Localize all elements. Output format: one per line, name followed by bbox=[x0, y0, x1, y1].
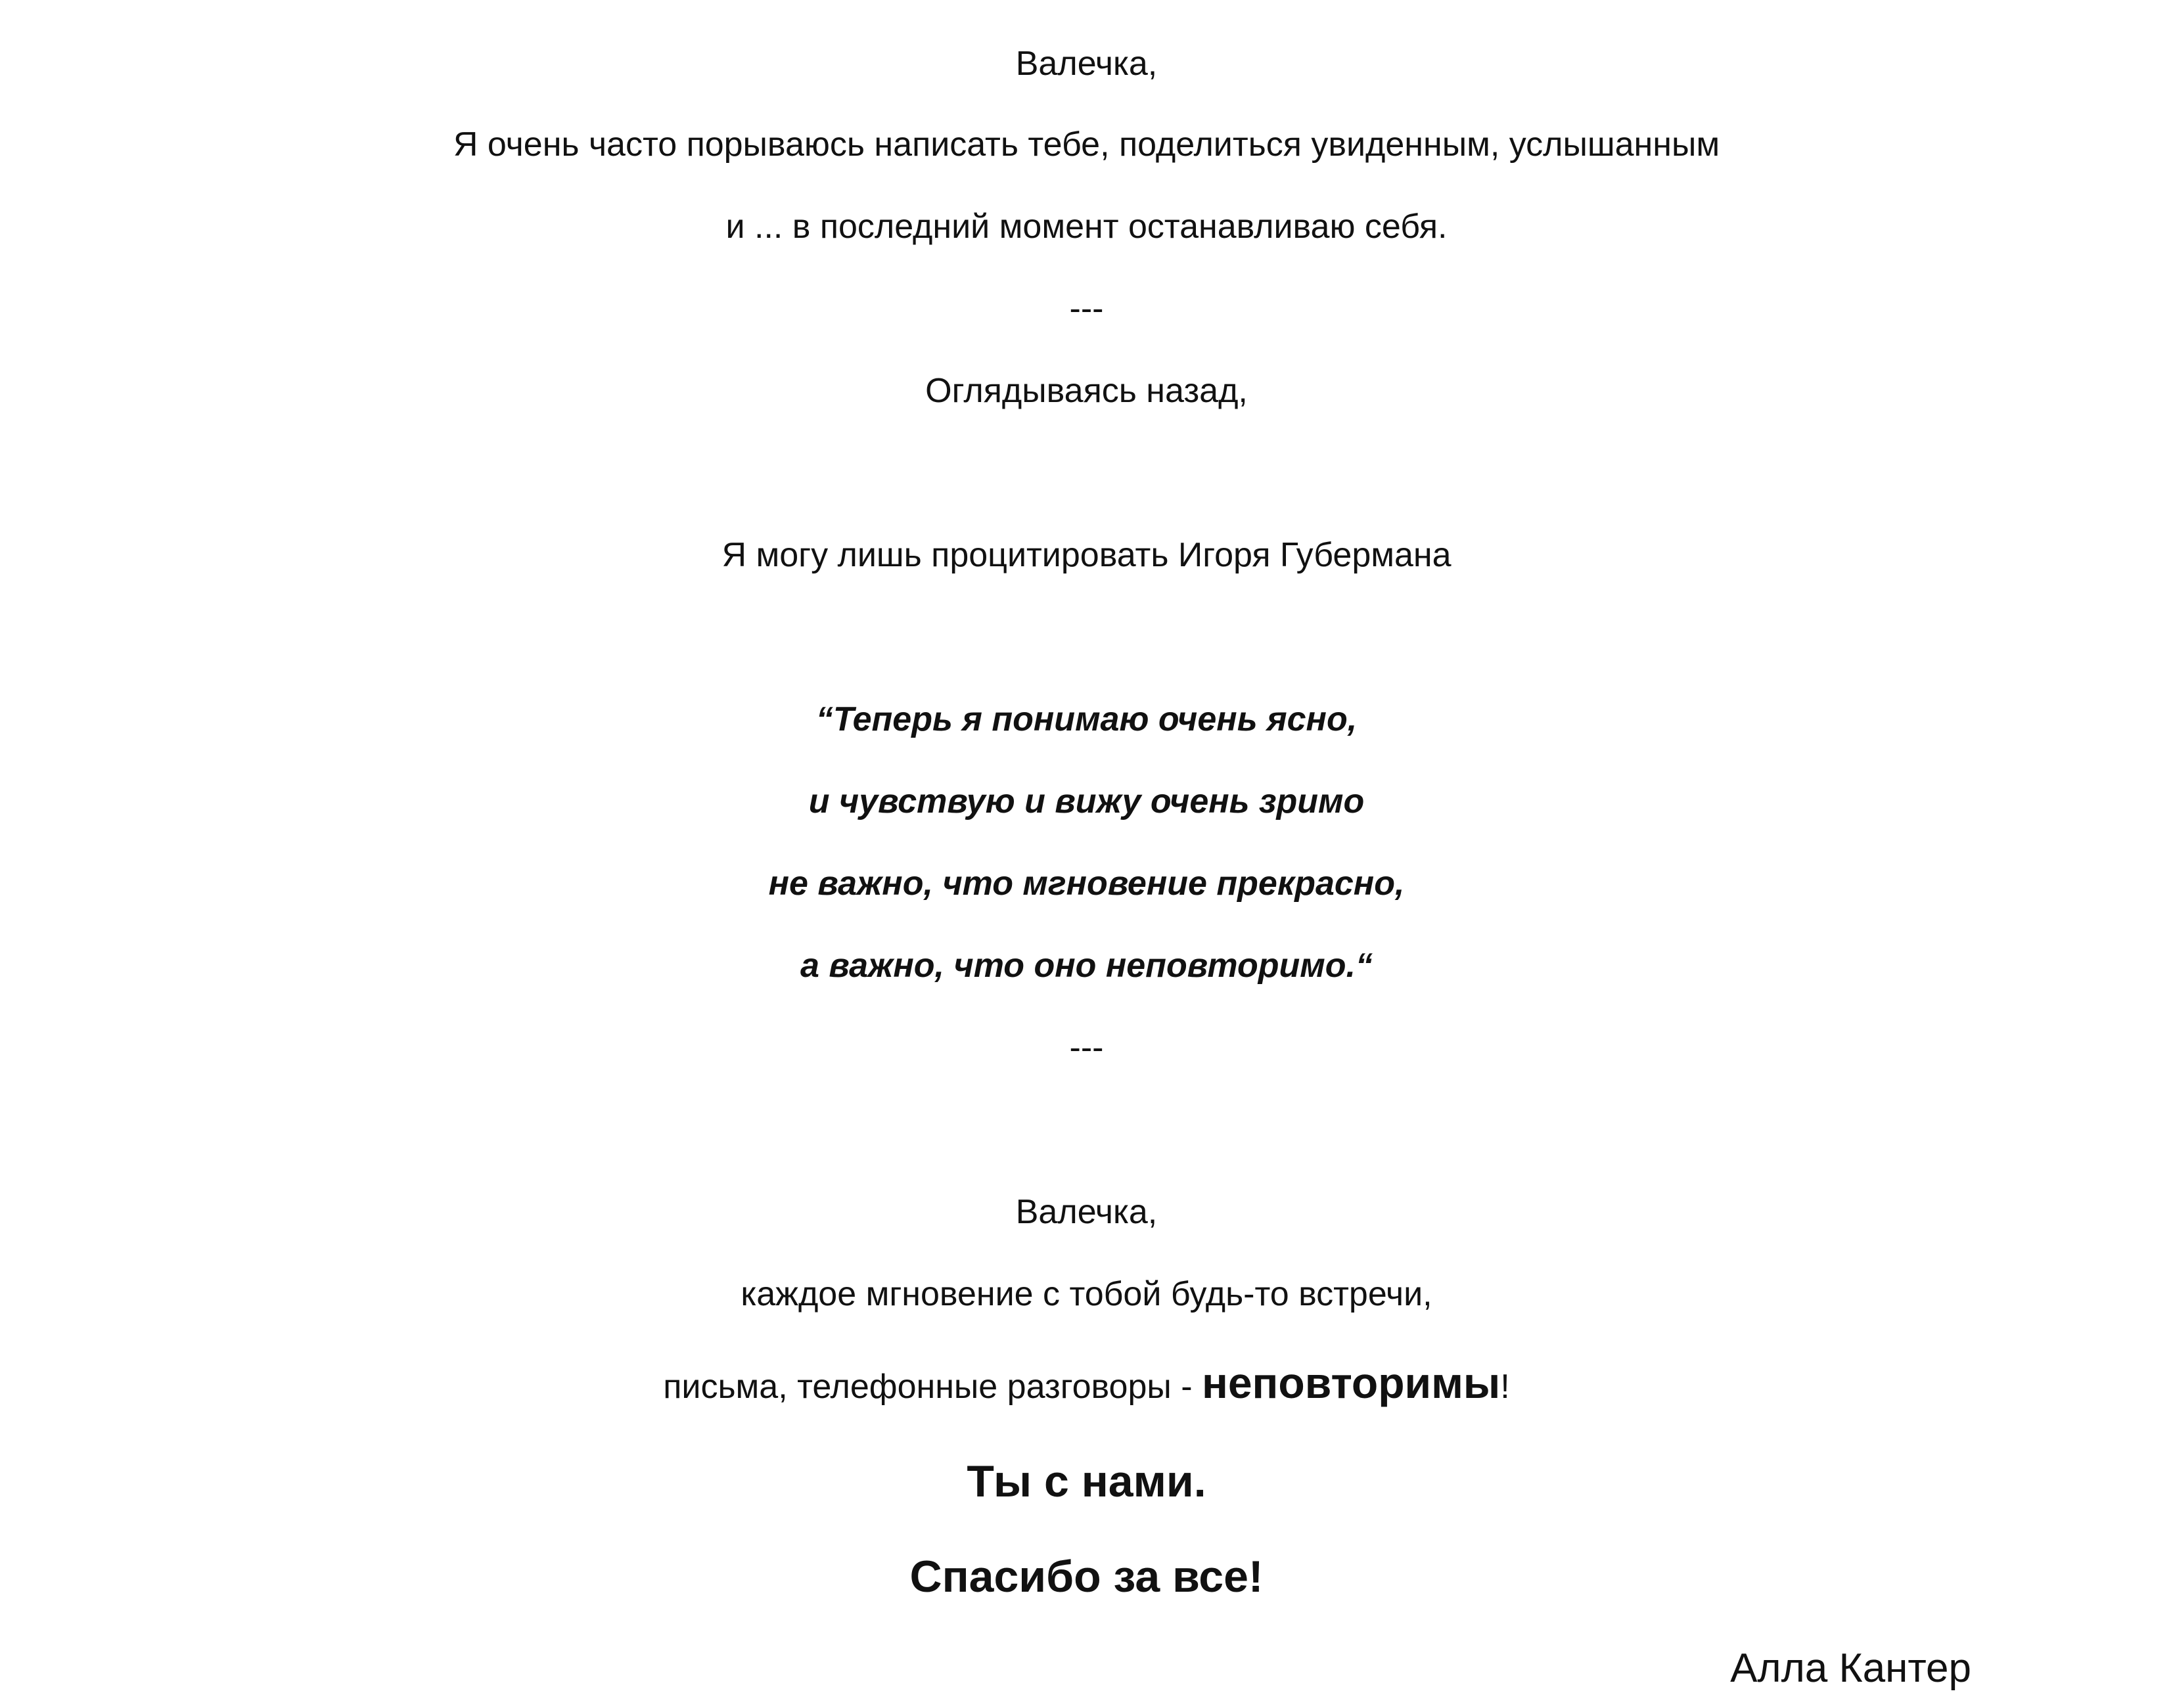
closing-line-2: Спасибо за все! bbox=[909, 1552, 1264, 1602]
greeting-top: Валечка, bbox=[1015, 45, 1158, 83]
separator-top: --- bbox=[1069, 290, 1104, 328]
emphasis-word: неповторимы bbox=[1201, 1359, 1501, 1407]
quote-line-1: “Теперь я понимаю очень ясно, bbox=[815, 700, 1358, 738]
looking-back-line: Оглядываясь назад, bbox=[925, 372, 1248, 410]
separator-bottom: --- bbox=[1069, 1029, 1104, 1067]
quote-intro-line: Я могу лишь процитировать Игоря Губермана bbox=[721, 536, 1452, 574]
closing-line-1: Ты с нами. bbox=[967, 1456, 1206, 1506]
quote-line-2: и чувствую и вижу очень зримо bbox=[808, 782, 1365, 820]
paragraph-1-line-2: и ... в последний момент останавливаю себя. bbox=[725, 208, 1448, 246]
paragraph-2-line-1: каждое мгновение с тобой будь-то встречи, bbox=[741, 1275, 1432, 1313]
quote-line-4: а важно, что оно неповторимо.“ bbox=[800, 947, 1373, 985]
quote-line-3: не важно, что мгновение прекрасно, bbox=[768, 865, 1405, 903]
paragraph-1-line-1: Я очень часто порываюсь написать тебе, поделиться увиденным, услышанным bbox=[453, 125, 1720, 164]
paragraph-2-suffix: ! bbox=[1500, 1368, 1510, 1406]
paragraph-2-prefix: письма, телефонные разговоры - bbox=[663, 1368, 1202, 1406]
signature: Алла Кантер bbox=[1730, 1646, 1971, 1691]
paragraph-2-line-2 bbox=[0, 1360, 2173, 1406]
greeting-bottom: Валечка, bbox=[1015, 1193, 1158, 1231]
